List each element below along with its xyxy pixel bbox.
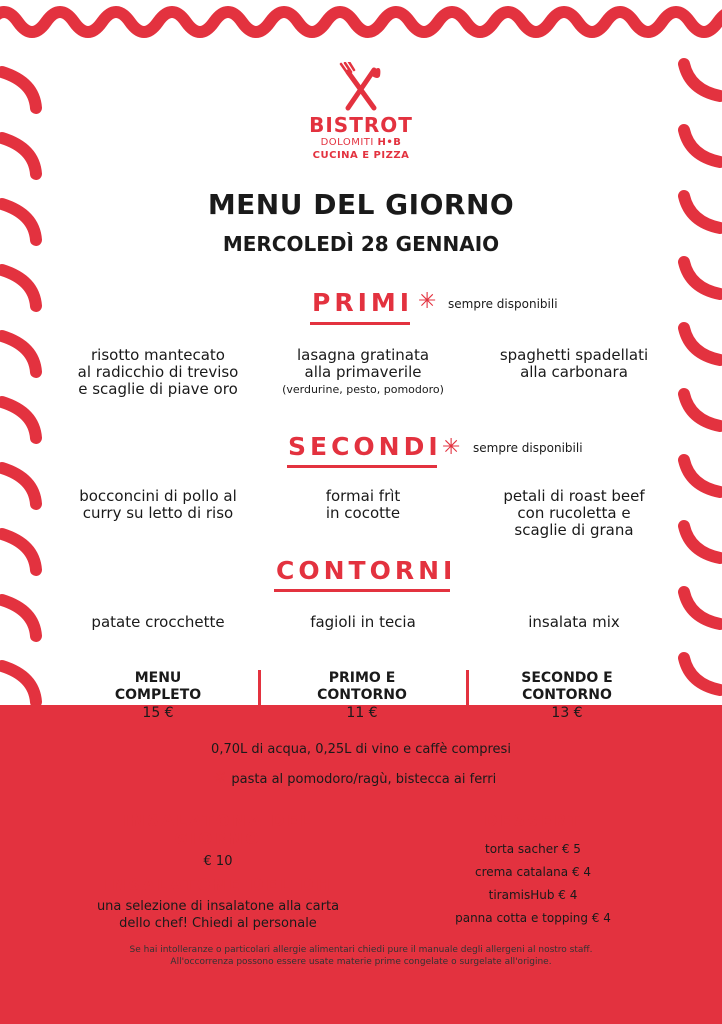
- always-available-note: ✳ pasta al pomodoro/ragù, bistecca ai ferri: [213, 768, 497, 788]
- allergen-footer: Se hai intolleranze o particolari allergie alimentari chiedi pure il manuale degli allergeni al nostro staff. All'occorrenza possono essere usate materie prime congelate o surgelate all'origine.: [129, 945, 593, 967]
- dish-secondo-1: bocconcini di pollo al curry su letto di riso: [79, 487, 237, 522]
- section-heading-contorni: CONTORNI: [276, 556, 457, 585]
- dish-contorno-1: patate crocchette: [91, 613, 225, 631]
- dish-primo-3: spaghetti spadellati alla carbonara: [499, 346, 649, 381]
- logo-wordmark: BISTROT: [309, 113, 413, 137]
- price-secondo-contorno: SECONDO E CONTORNO 13 €: [521, 670, 613, 721]
- section-heading-secondi: SECONDI: [288, 432, 442, 461]
- dish-contorno-2: fagioli in tecia: [310, 613, 416, 631]
- price-primo-contorno: PRIMO E CONTORNO 11 €: [317, 670, 407, 721]
- included-info: 0,70L di acqua, 0,25L di vino e caffè compresi: [211, 742, 511, 757]
- logo-subtitle: DOLOMITI H•B: [320, 137, 402, 148]
- dish-contorno-3: insalata mix: [528, 613, 620, 631]
- section-underline: [310, 322, 410, 325]
- price-menu-completo: MENU COMPLETO 15 €: [114, 670, 202, 721]
- asterisk-icon: ✳: [442, 435, 461, 460]
- section-heading-primi: PRIMI: [312, 288, 414, 317]
- page-title: MENU DEL GIORNO: [207, 188, 515, 221]
- section-underline: [274, 589, 450, 592]
- insalatona-block: INSALATONA DEL GIORNO € 10 INSALATONE DEL DH una selezione di insalatone alla carta dello chef! Chiedi al personale: [96, 811, 340, 931]
- dish-secondo-3: petali di roast beef con rucoletta e scaglie di grana: [503, 487, 645, 539]
- menu-date: MERCOLEDÌ 28 GENNAIO: [222, 232, 500, 256]
- bistrot-logo: [300, 62, 422, 180]
- dessert-block: DESSERT torta sacher € 5 crema catalana € 4 tiramisHub € 4 panna cotta e topping € 4: [455, 811, 611, 925]
- section-note: sempre disponibili: [473, 441, 583, 455]
- dish-secondo-2: formai frìt in cocotte: [325, 487, 401, 522]
- section-note: sempre disponibili: [448, 297, 558, 311]
- dish-primo-2: lasagna gratinata alla primaverile (verdurine, pesto, pomodoro): [282, 346, 444, 396]
- fork-knife-icon: [336, 62, 386, 114]
- asterisk-icon: ✳: [418, 289, 437, 314]
- dish-primo-1: risotto mantecato al radicchio di treviso e scaglie di piave oro: [77, 346, 239, 398]
- asterisk-icon: ✳: [213, 768, 228, 788]
- section-underline: [287, 465, 437, 468]
- divider: [258, 670, 261, 712]
- logo-tagline: CUCINA E PIZZA: [312, 150, 410, 161]
- box-divider: [365, 802, 368, 936]
- divider: [466, 670, 469, 712]
